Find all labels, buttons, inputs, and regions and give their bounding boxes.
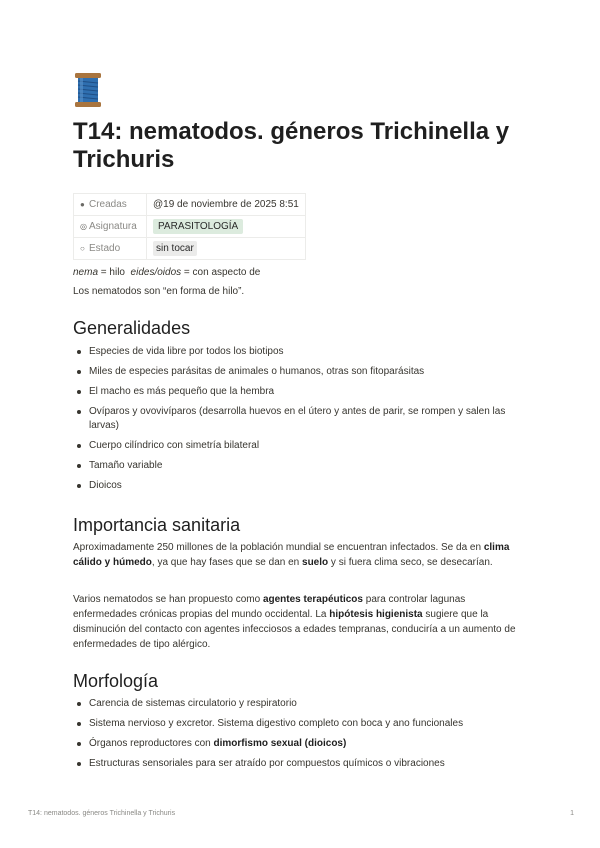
- list-item: Órganos reproductores con dimorfismo sexual (dioicos): [73, 737, 533, 751]
- status-icon: ○: [80, 244, 85, 253]
- list-item: Ovíparos y ovovivíparos (desarrolla huevos en el útero y antes de parir, se rompen y salen las larvas): [73, 405, 533, 433]
- paragraph-importancia-2: Varios nematodos se han propuesto como agentes terapéuticos para controlar lagunas enfermedades crónicas propias del mundo occidental. La hipótesis higienista sugiere que la disminución del contacto con agentes infecciosos a edades tempranas, conduciría a un aumento de enfermedades de tipo alérgico.: [73, 594, 516, 650]
- property-row-creadas: [74, 194, 306, 216]
- heading-generalidades: Generalidades: [73, 318, 191, 338]
- page-footer: [28, 810, 574, 817]
- property-label: Estado: [89, 243, 121, 254]
- list-item: Dioicos: [73, 479, 533, 493]
- footer-title: T14: nematodos. géneros Trichinella y Trichuris: [28, 810, 176, 817]
- property-row-asignatura: [74, 216, 306, 238]
- list-generalidades: [73, 345, 533, 499]
- target-icon: ◎: [80, 222, 87, 231]
- clock-icon: ●: [80, 200, 85, 209]
- property-label: Creadas: [89, 199, 127, 210]
- page-title: T14: nematodos. géneros Trichinella y Trichuris: [73, 118, 510, 173]
- subject-tag[interactable]: PARASITOLOGÍA: [153, 219, 243, 234]
- list-morfologia: [73, 697, 533, 777]
- property-label: Asignatura: [89, 221, 137, 232]
- list-item: Carencia de sistemas circulatorio y respiratorio: [73, 697, 533, 711]
- list-item: Tamaño variable: [73, 459, 533, 473]
- intro-paragraph: Los nematodos son “en forma de hilo”.: [73, 286, 245, 297]
- properties-table: [73, 193, 306, 260]
- status-tag[interactable]: sin tocar: [153, 241, 197, 256]
- heading-morfologia: Morfología: [73, 671, 159, 691]
- list-item: El macho es más pequeño que la hembra: [73, 385, 533, 399]
- spool-of-thread-icon: [73, 72, 103, 108]
- list-item: Cuerpo cilíndrico con simetría bilateral: [73, 439, 533, 453]
- list-item: Sistema nervioso y excretor. Sistema digestivo completo con boca y ano funcionales: [73, 717, 533, 731]
- list-item: Miles de especies parásitas de animales o humanos, otras son fitoparásitas: [73, 365, 533, 379]
- paragraph-importancia-1: Aproximadamente 250 millones de la población mundial se encuentran infectados. Se da en clima cálido y húmedo, ya que hay fases que se dan en suelo y si fuera clima seco, se desecarían.: [73, 542, 510, 568]
- heading-importancia-sanitaria: Importancia sanitaria: [73, 515, 241, 535]
- list-item: Estructuras sensoriales para ser atraído por compuestos químicos o vibraciones: [73, 757, 533, 771]
- page-number: 1: [570, 810, 574, 817]
- property-row-estado: [74, 238, 306, 260]
- list-item: Especies de vida libre por todos los biotipos: [73, 345, 533, 359]
- property-value-date[interactable]: @19 de noviembre de 2025 8:51: [147, 194, 306, 216]
- etymology-line: nema = hilo eides/oidos = con aspecto de: [73, 267, 261, 278]
